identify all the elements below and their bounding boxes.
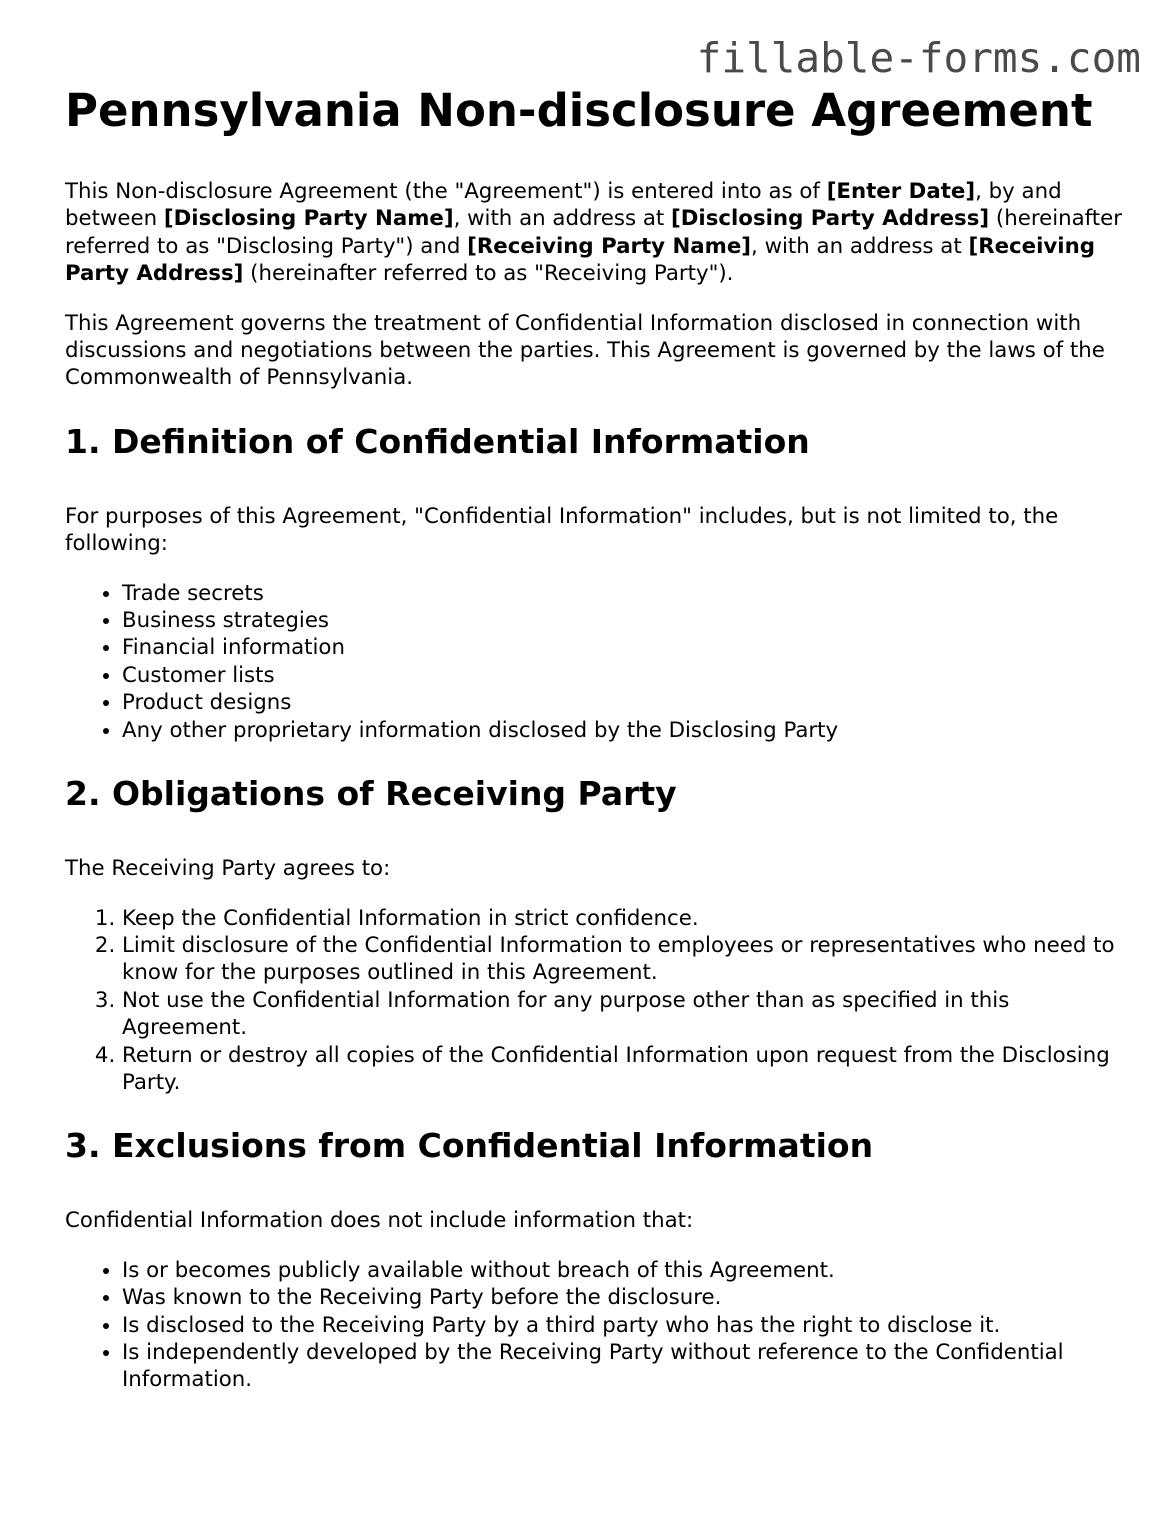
list-item: • Is or becomes publicly available without breach of this Agreement. xyxy=(122,1257,1125,1284)
governing-paragraph: This Agreement governs the treatment of Confidential Information disclosed in connection with discussions and negotiations between the parties. This Agreement is governed by the laws of the Commonwealth of Pennsylvania. xyxy=(65,310,1105,391)
date-field: [Enter Date] xyxy=(826,179,976,204)
list-item: • Financial information xyxy=(122,634,1125,661)
section-lead: For purposes of this Agreement, "Confidential Information" includes, but is not limited to, the following: xyxy=(65,503,1059,557)
list-item: • Business strategies xyxy=(122,607,1125,634)
list-item: • Any other proprietary information disclosed by the Disclosing Party xyxy=(122,717,1125,744)
list-item: • Is independently developed by the Receiving Party without reference to the Confidential Information. xyxy=(122,1339,1125,1394)
list-item: • Was known to the Receiving Party before the disclosure. xyxy=(122,1284,1125,1311)
section-heading: 3. Exclusions from Confidential Information xyxy=(65,1126,874,1166)
receiving-party-address-field: [Receiving Party Address] xyxy=(65,233,1096,287)
list-item: 3. Not use the Confidential Information for any purpose other than as specified in this Agreement. xyxy=(122,987,1125,1042)
list-item: 1. Keep the Confidential Information in strict confidence. xyxy=(122,905,1125,932)
section-lead: Confidential Information does not include information that: xyxy=(65,1208,694,1234)
intro-paragraph xyxy=(65,178,1125,288)
watermark-text: fillable-forms.com xyxy=(696,34,1141,82)
bullet-list xyxy=(65,580,1125,744)
list-item: • Is disclosed to the Receiving Party by a third party who has the right to disclose it. xyxy=(122,1312,1125,1339)
list-item: 4. Return or destroy all copies of the Confidential Information upon request from the Disclosing Party. xyxy=(122,1042,1125,1097)
list-item: • Product designs xyxy=(122,689,1125,716)
list-item: 2. Limit disclosure of the Confidential Information to employees or representatives who need to know for the purposes outlined in this Agreement. xyxy=(122,932,1125,987)
list-item: • Customer lists xyxy=(122,662,1125,689)
intro-text: (hereinafter referred to as "Disclosing Party") and xyxy=(65,206,1123,259)
numbered-list xyxy=(65,905,1125,1097)
intro-text: , by and between xyxy=(65,179,1062,232)
bullet-list xyxy=(65,1257,1125,1394)
list-item: • Trade secrets xyxy=(122,580,1125,607)
disclosing-party-name-field: [Disclosing Party Name] xyxy=(163,206,454,232)
intro-text: , with an address at xyxy=(453,206,671,232)
disclosing-party-address-field: [Disclosing Party Address] xyxy=(671,206,990,232)
section-heading: 1. Definition of Confidential Information xyxy=(65,421,810,461)
receiving-party-name-field: [Receiving Party Name] xyxy=(467,233,752,259)
intro-text: (hereinafter referred to as "Receiving Party"). xyxy=(243,261,734,287)
document-title: Pennsylvania Non-disclosure Agreement xyxy=(65,84,1093,137)
document-page xyxy=(65,84,1125,1416)
section-lead: The Receiving Party agrees to: xyxy=(65,856,391,882)
intro-text: This Non-disclosure Agreement (the "Agreement") is entered into as of xyxy=(65,179,827,204)
section-heading: 2. Obligations of Receiving Party xyxy=(65,774,677,814)
intro-text: , with an address at xyxy=(751,233,969,259)
